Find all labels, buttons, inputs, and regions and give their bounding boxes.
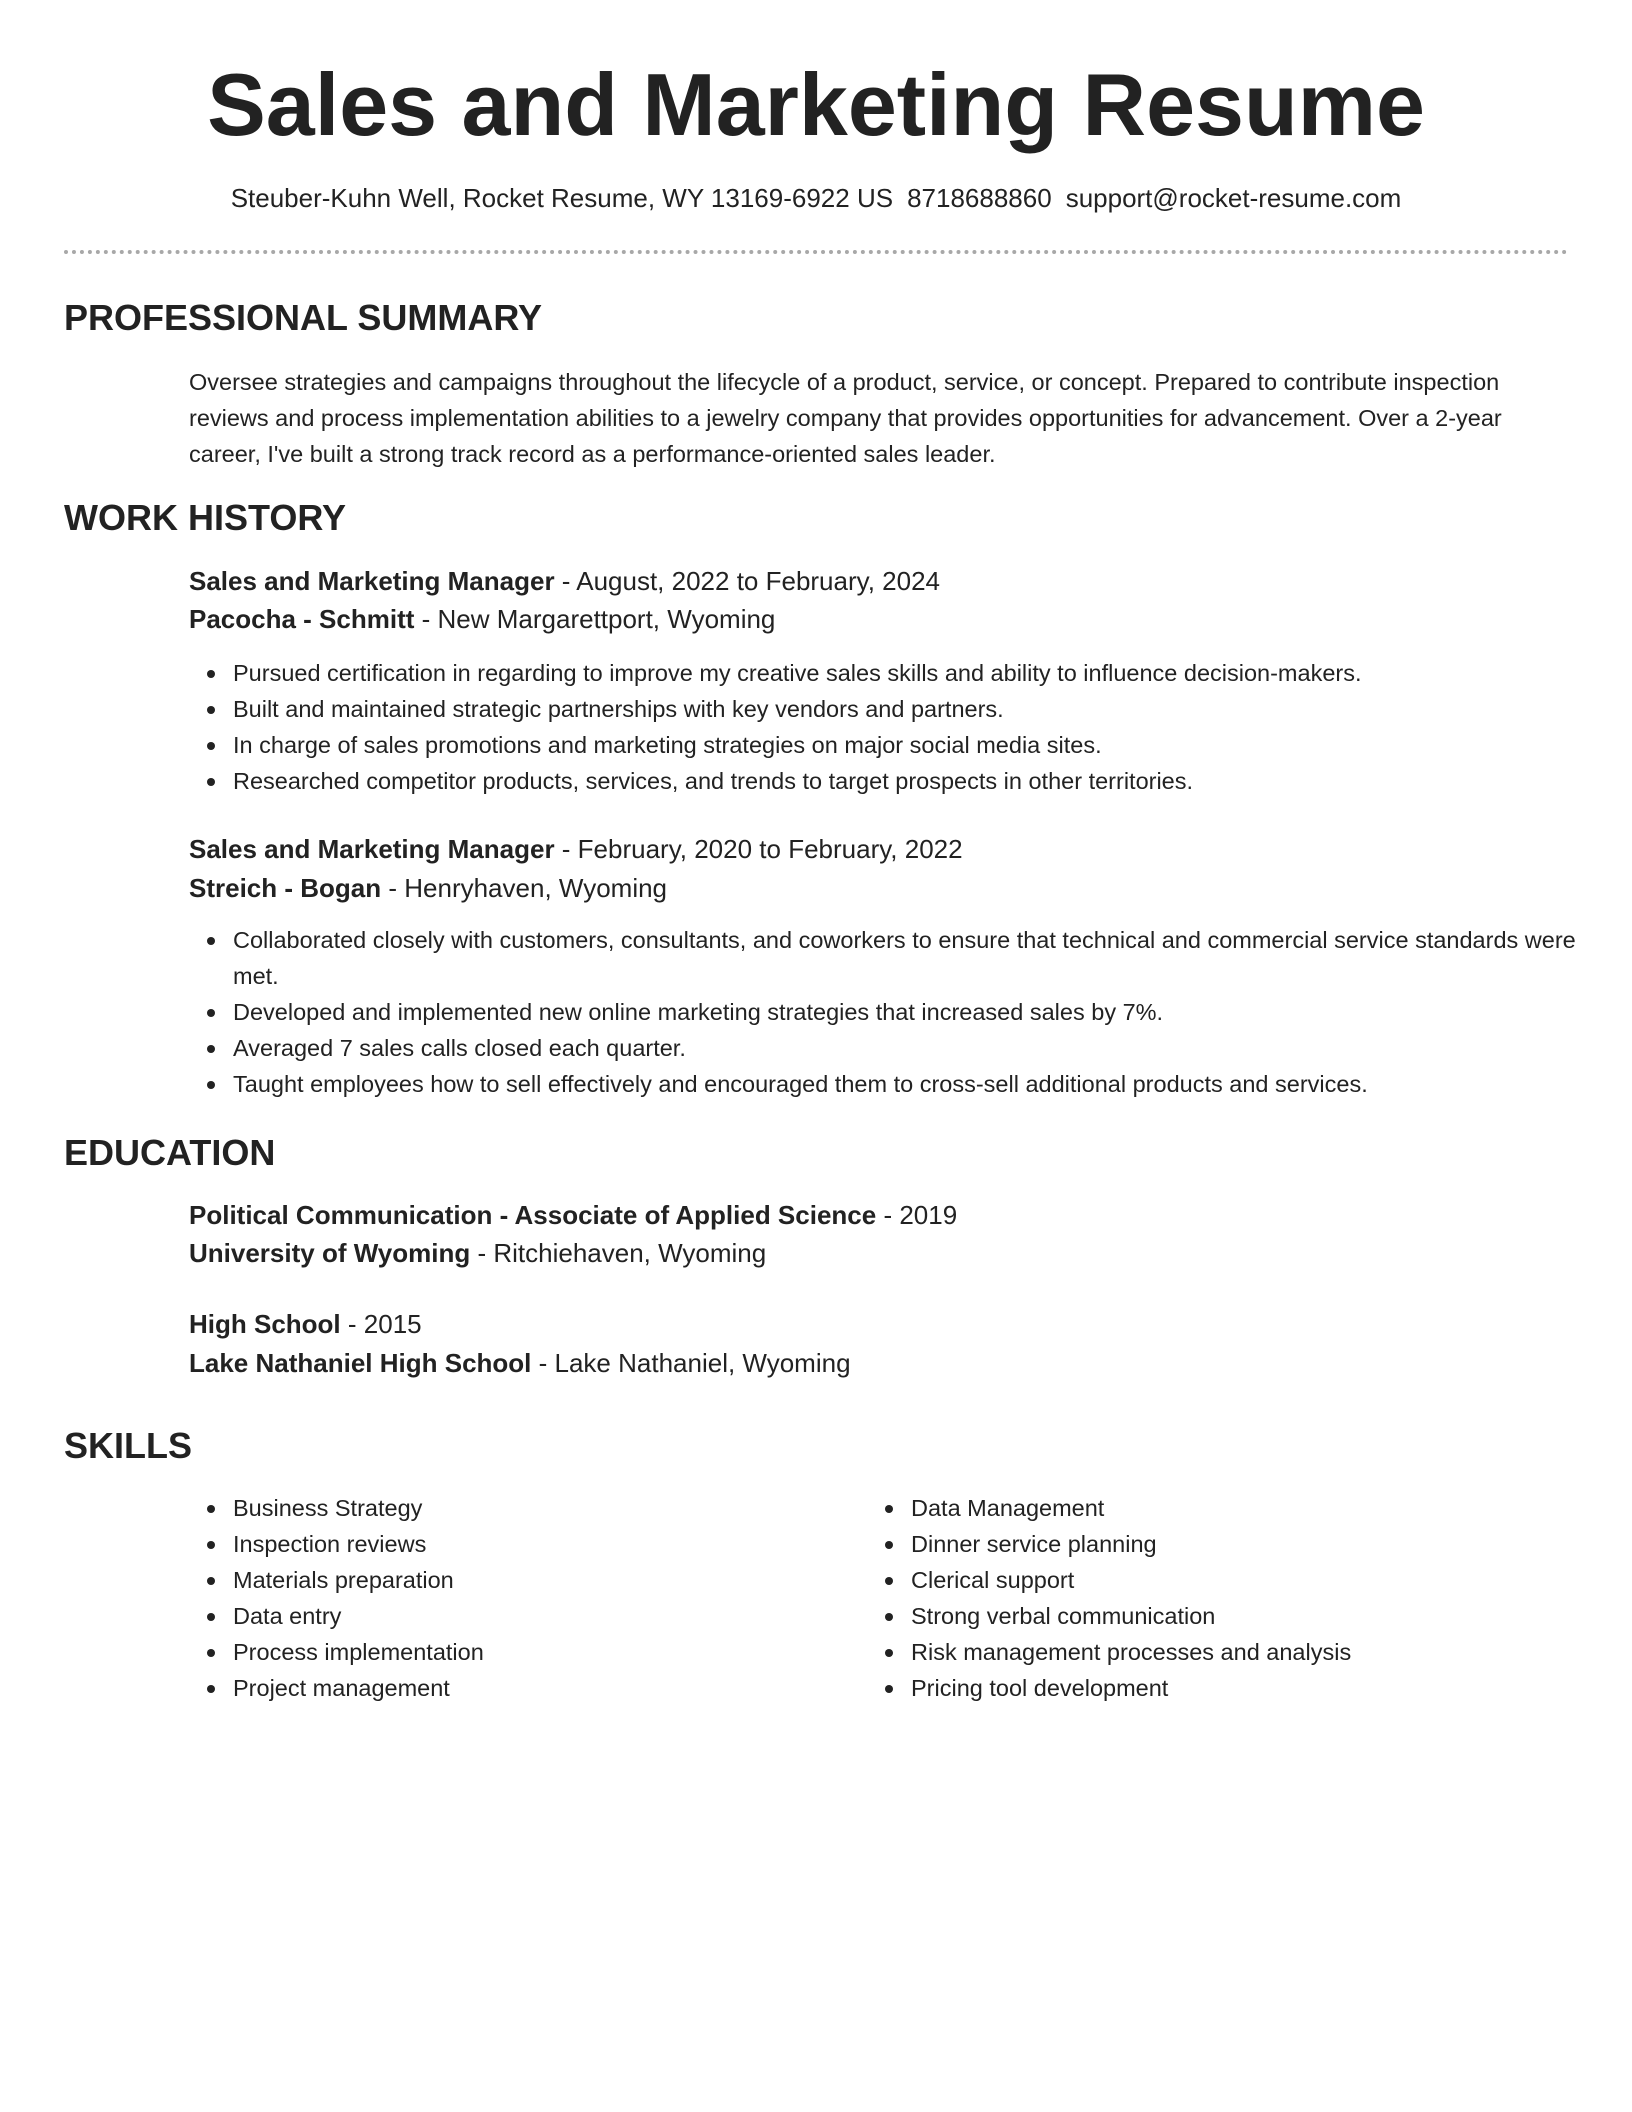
job-1-company: Pacocha - Schmitt xyxy=(189,604,415,634)
list-item: Data Management xyxy=(911,1490,1632,1526)
job-1-dates: - August, 2022 to February, 2024 xyxy=(554,566,940,596)
edu-1-degree-line xyxy=(189,1197,957,1233)
education-heading: EDUCATION xyxy=(64,1132,276,1173)
edu-2-school: Lake Nathaniel High School xyxy=(189,1348,532,1378)
list-item: Clerical support xyxy=(911,1562,1632,1598)
list-item: Built and maintained strategic partnerships with key vendors and partners. xyxy=(233,691,1608,727)
resume-title: Sales and Marketing Resume xyxy=(207,55,1425,154)
header-divider xyxy=(64,250,1568,254)
list-item: Researched competitor products, services, and trends to target prospects in other territories. xyxy=(233,763,1608,799)
edu-2-year: - 2015 xyxy=(340,1309,422,1339)
list-item: Process implementation xyxy=(233,1634,1608,1670)
contact-address: Steuber-Kuhn Well, Rocket Resume, WY 13169-6922 US xyxy=(230,183,894,213)
job-1-location: - New Margarettport, Wyoming xyxy=(414,604,776,634)
work-history-heading: WORK HISTORY xyxy=(64,497,347,538)
list-item: Collaborated closely with customers, consultants, and coworkers to ensure that technical and commercial service standards were met. xyxy=(233,922,1608,994)
job-2-role: Sales and Marketing Manager xyxy=(189,834,555,864)
edu-1-school: University of Wyoming xyxy=(189,1238,471,1268)
edu-2-school-line xyxy=(189,1345,851,1381)
list-item: Developed and implemented new online marketing strategies that increased sales by 7%. xyxy=(233,994,1608,1030)
list-item: In charge of sales promotions and marketing strategies on major social media sites. xyxy=(233,727,1608,763)
job-1-role: Sales and Marketing Manager xyxy=(189,566,555,596)
list-item: Pursued certification in regarding to improve my creative sales skills and ability to influence decision-makers. xyxy=(233,655,1608,691)
contact-email: support@rocket-resume.com xyxy=(1065,183,1402,213)
skills-list-right xyxy=(867,1490,1632,1706)
summary-text: Oversee strategies and campaigns throughout the lifecycle of a product, service, or concept. Prepared to contribute inspection reviews and process implementation abilities to a jewelry company that provides opportunities for advancement. Over a 2-year career, I've built a strong track record as a performance-oriented sales leader. xyxy=(189,369,1502,467)
list-item: Inspection reviews xyxy=(233,1526,1608,1562)
list-item: Project management xyxy=(233,1670,1608,1706)
job-2-title-line xyxy=(189,831,963,867)
edu-2-degree-line xyxy=(189,1306,422,1342)
job-2-company-line xyxy=(189,870,667,906)
list-item: Taught employees how to sell effectively and encouraged them to cross-sell additional products and services. xyxy=(233,1066,1608,1102)
job-1-title-line xyxy=(189,563,940,599)
list-item: Averaged 7 sales calls closed each quarter. xyxy=(233,1030,1608,1066)
list-item: Materials preparation xyxy=(233,1562,1608,1598)
edu-1-school-line xyxy=(189,1235,766,1271)
list-item: Dinner service planning xyxy=(911,1526,1632,1562)
list-item: Pricing tool development xyxy=(911,1670,1632,1706)
list-item: Business Strategy xyxy=(233,1490,1608,1526)
edu-1-year: - 2019 xyxy=(876,1200,958,1230)
summary-heading: PROFESSIONAL SUMMARY xyxy=(64,297,543,338)
contact-phone: 8718688860 xyxy=(907,183,1052,213)
edu-2-location: - Lake Nathaniel, Wyoming xyxy=(531,1348,851,1378)
contact-line xyxy=(0,180,1632,216)
job-1-company-line xyxy=(189,601,775,637)
job-1-bullets xyxy=(189,655,1608,799)
job-2-location: - Henryhaven, Wyoming xyxy=(381,873,668,903)
list-item: Strong verbal communication xyxy=(911,1598,1632,1634)
edu-1-degree: Political Communication - Associate of Applied Science xyxy=(189,1200,877,1230)
edu-1-location: - Ritchiehaven, Wyoming xyxy=(470,1238,767,1268)
skills-heading: SKILLS xyxy=(64,1425,193,1466)
job-2-bullets xyxy=(189,922,1608,1102)
job-2-company: Streich - Bogan xyxy=(189,873,382,903)
list-item: Data entry xyxy=(233,1598,1608,1634)
list-item: Risk management processes and analysis xyxy=(911,1634,1632,1670)
edu-2-degree: High School xyxy=(189,1309,341,1339)
job-2-dates: - February, 2020 to February, 2022 xyxy=(554,834,963,864)
